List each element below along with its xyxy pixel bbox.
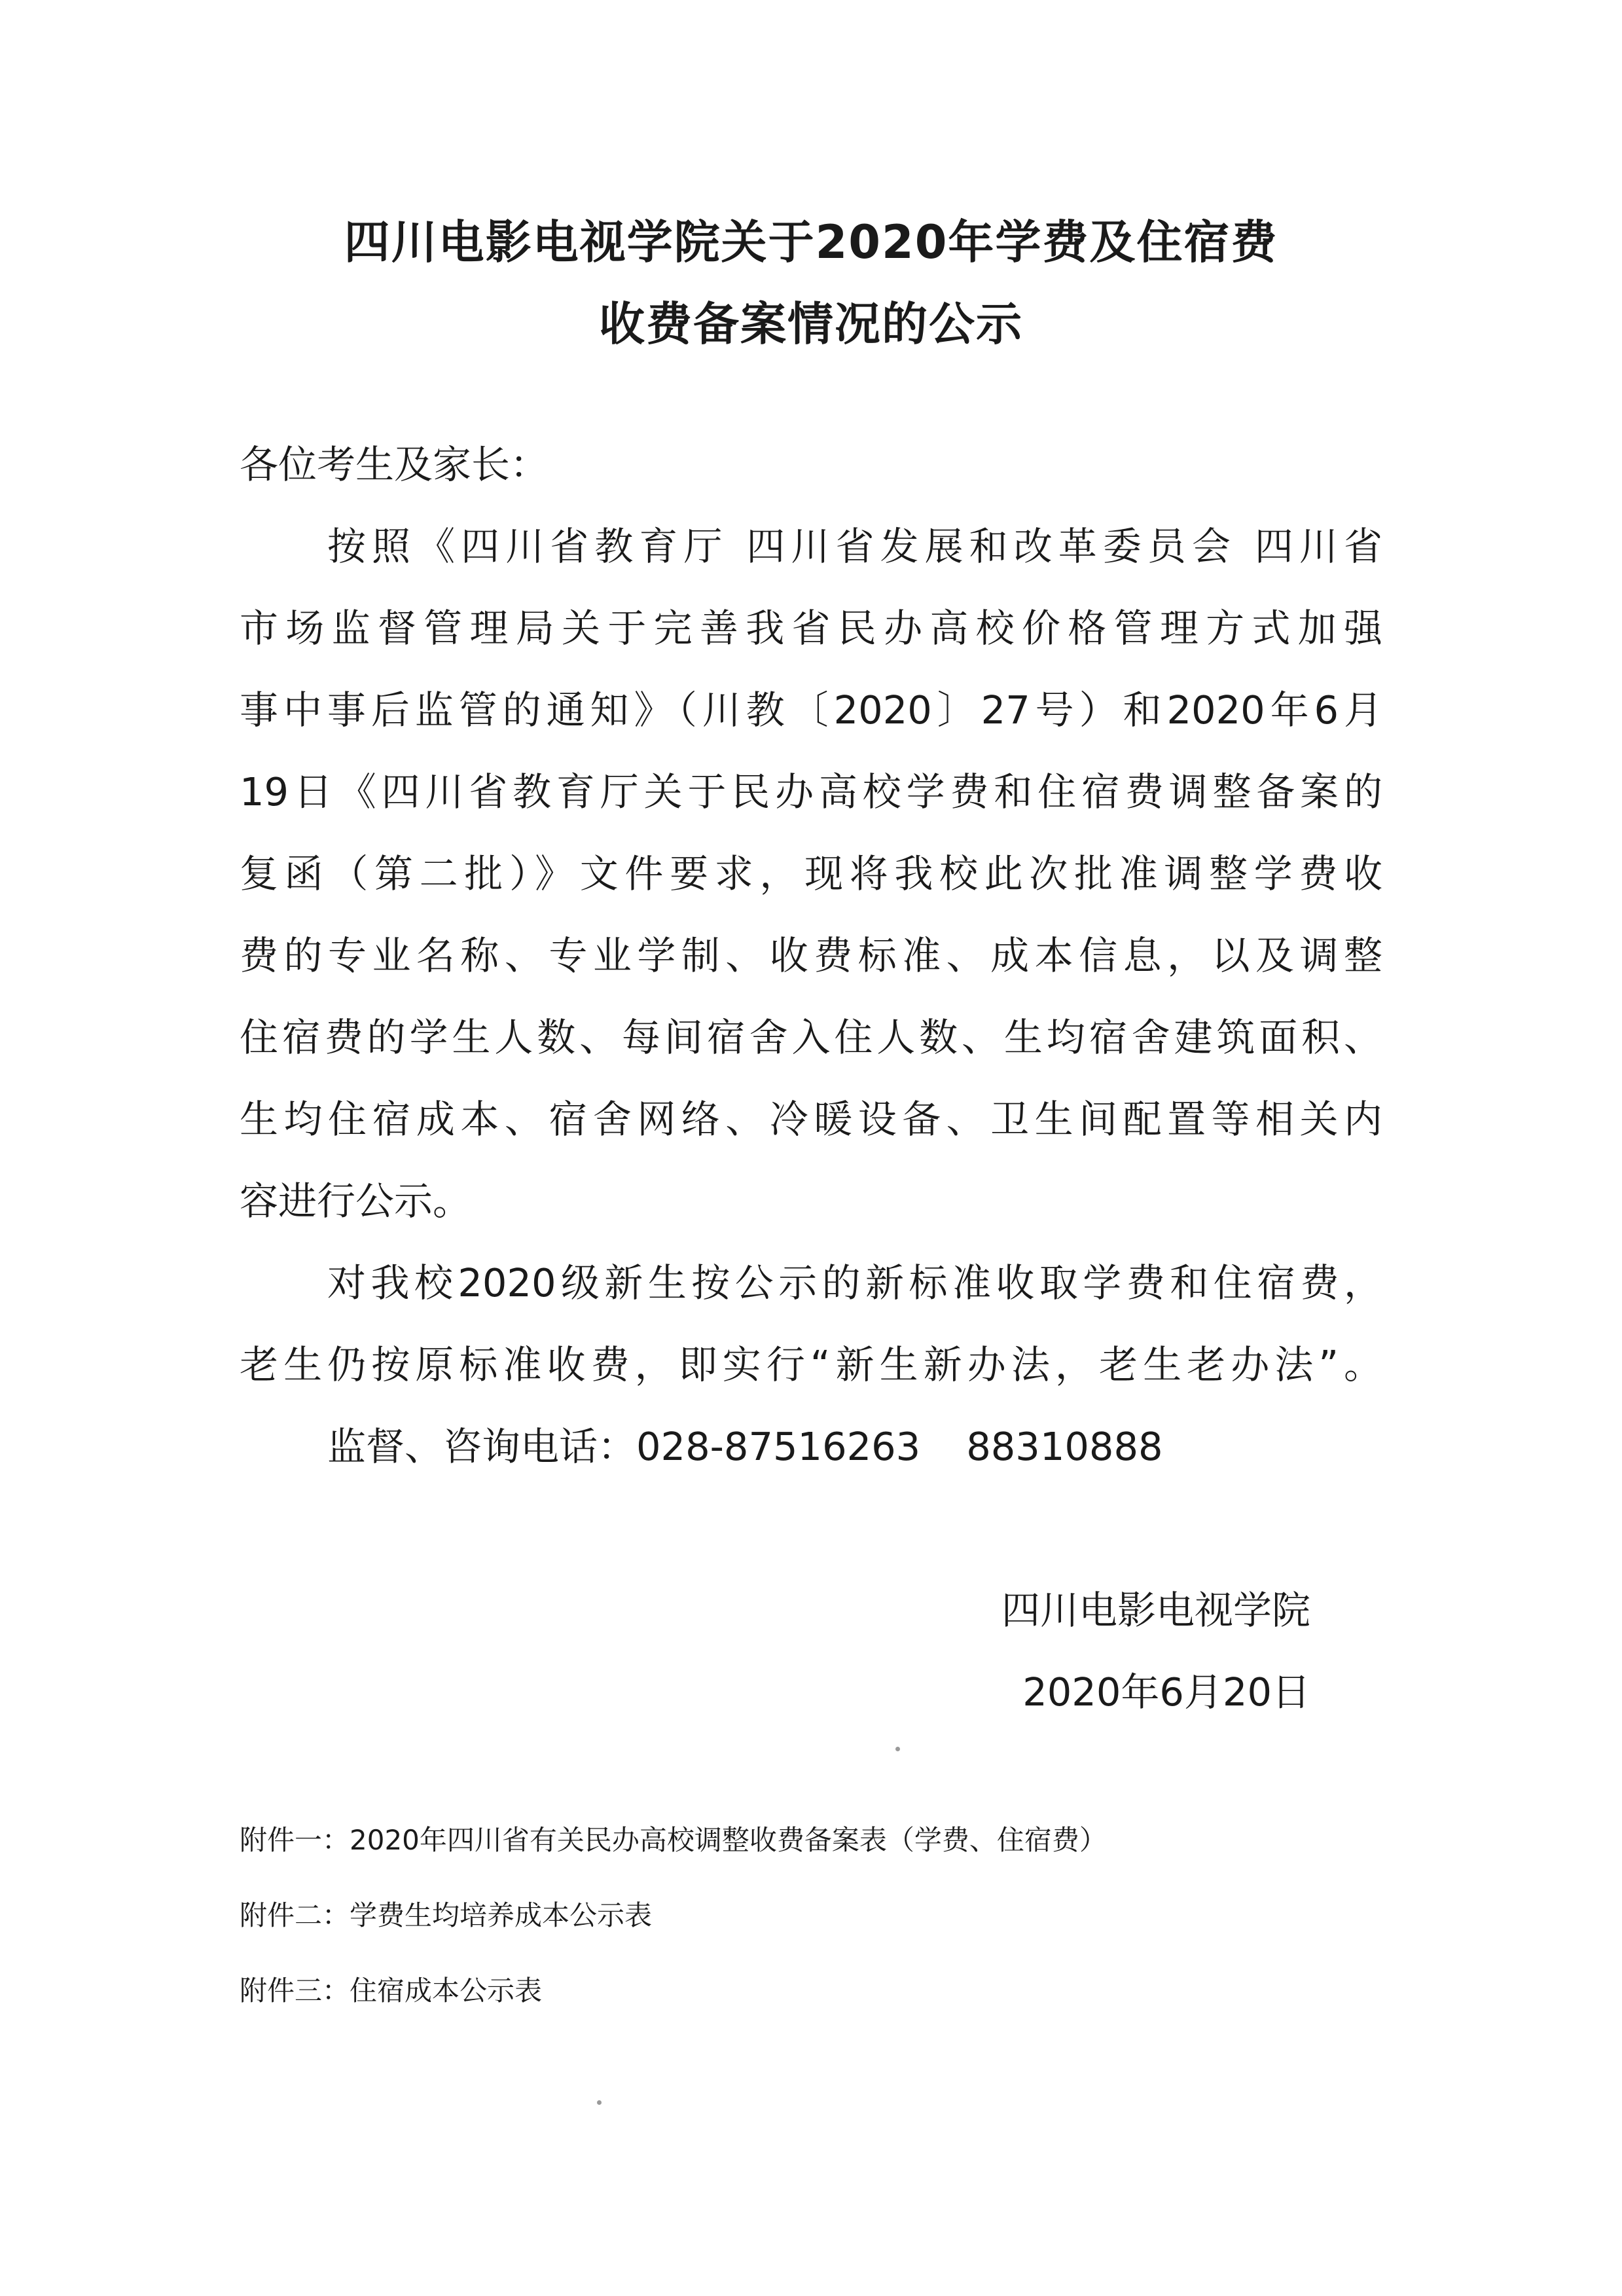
paragraph-1-line-9: 容进行公示。	[240, 1178, 472, 1224]
scan-speck	[895, 1747, 900, 1751]
paragraph-1-line-4: 19日《四川省教育厅关于民办高校学费和住宿费调整备案的	[240, 769, 1382, 814]
attachment-2: 附件二：学费生均培养成本公示表	[240, 1899, 653, 1931]
paragraph-2-line-1: 对我校2020级新生按公示的新标准收取学费和住宿费，	[327, 1260, 1382, 1305]
paragraph-1-line-2: 市场监督管理局关于完善我省民办高校价格管理方式加强	[240, 606, 1382, 651]
attachment-1: 附件一：2020年四川省有关民办高校调整收费备案表（学费、住宿费）	[240, 1824, 1107, 1856]
signature-date: 2020年6月20日	[1022, 1669, 1310, 1715]
contact-label: 监督、咨询电话：	[327, 1424, 637, 1469]
paragraph-1-line-8: 生均住宿成本、宿舍网络、冷暖设备、卫生间配置等相关内	[240, 1097, 1382, 1142]
paragraph-1-line-7: 住宿费的学生人数、每间宿舍入住人数、生均宿舍建筑面积、	[240, 1015, 1382, 1060]
paragraph-2-line-2: 老生仍按原标准收费，即实行“新生新办法，老生老办法”。	[240, 1342, 1382, 1387]
contact-phone-2: 88310888	[966, 1424, 1163, 1469]
signature-organization: 四川电影电视学院	[1001, 1588, 1310, 1633]
document-title-line-2: 收费备案情况的公示	[599, 297, 1023, 351]
paragraph-1-line-6: 费的专业名称、专业学制、收费标准、成本信息，以及调整	[240, 933, 1382, 978]
document-title-line-1: 四川电影电视学院关于2020年学费及住宿费	[344, 215, 1278, 269]
scan-speck	[597, 2100, 602, 2105]
paragraph-1-line-3: 事中事后监管的通知》（川教〔2020〕27号）和2020年6月	[240, 687, 1382, 733]
paragraph-1-line-1: 按照《四川省教育厅 四川省发展和改革委员会 四川省	[327, 524, 1382, 569]
contact-line	[327, 1424, 1163, 1469]
contact-phone-1: 028-87516263	[636, 1424, 921, 1469]
paragraph-1-line-5: 复函（第二批）》文件要求，现将我校此次批准调整学费收	[240, 851, 1382, 896]
attachment-3: 附件三：住宿成本公示表	[240, 1975, 543, 2007]
salutation: 各位考生及家长：	[240, 442, 549, 487]
